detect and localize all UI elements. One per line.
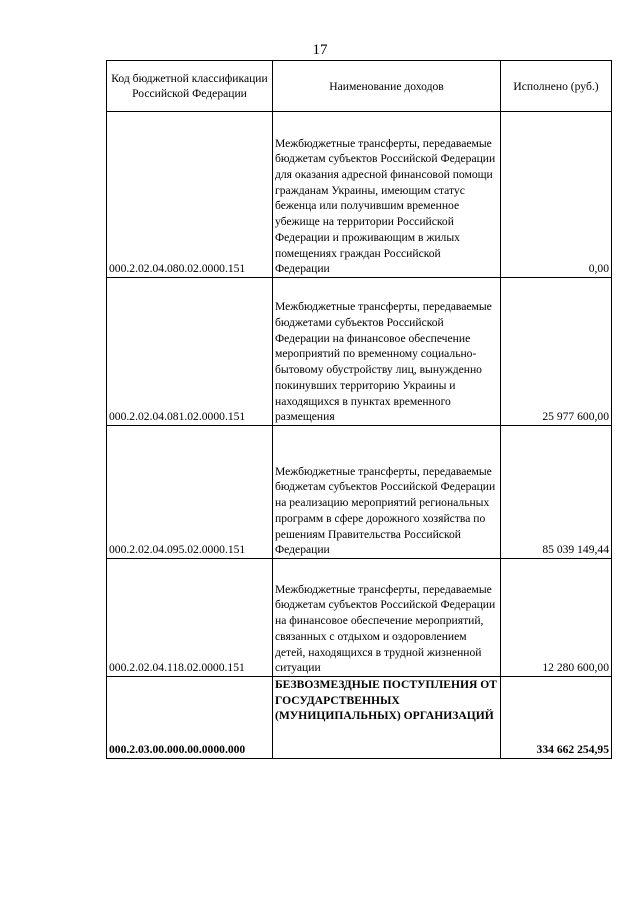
row-sum: 25 977 600,00 [501, 278, 612, 426]
total-sum: 334 662 254,95 [501, 677, 612, 759]
row-name: Межбюджетные трансферты, передаваемые бюджетам субъектов Российской Федерации на финансовое обеспечение мероприятий, связанных с отдыхом и оздоровлением детей, находящихся в трудной жизненной ситуации [273, 559, 501, 677]
row-code: 000.2.02.04.081.02.0000.151 [107, 278, 273, 426]
header-code: Код бюджетной классификации Российской Федерации [107, 61, 273, 112]
table-row [107, 426, 612, 559]
table-row [107, 112, 612, 278]
total-row [107, 677, 612, 759]
row-sum: 12 280 600,00 [501, 559, 612, 677]
row-name: Межбюджетные трансферты, передаваемые бюджетами субъектов Российской Федерации на финансовое обеспечение мероприятий по временному социально-бытовому обустройству лиц, вынужденно покинувших территорию Украины и находящихся в пунктах временного размещения [273, 278, 501, 426]
row-name: Межбюджетные трансферты, передаваемые бюджетам субъектов Российской Федерации для оказания адресной финансовой помощи гражданам Украины, имеющим статус беженца или получившим временное убежище на территории Российской Федерации и проживающим в жилых помещениях граждан Российской Федерации [273, 112, 501, 278]
header-name: Наименование доходов [273, 61, 501, 112]
page-number: 17 [312, 42, 328, 58]
total-code: 000.2.03.00.000.00.0000.000 [107, 677, 273, 759]
table-row [107, 278, 612, 426]
revenue-table [106, 60, 612, 759]
row-code: 000.2.02.04.095.02.0000.151 [107, 426, 273, 559]
table-row [107, 559, 612, 677]
row-sum: 0,00 [501, 112, 612, 278]
row-sum: 85 039 149,44 [501, 426, 612, 559]
total-name: БЕЗВОЗМЕЗДНЫЕ ПОСТУПЛЕНИЯ ОТ ГОСУДАРСТВЕННЫХ (МУНИЦИПАЛЬНЫХ) ОРГАНИЗАЦИЙ [273, 677, 501, 759]
header-sum: Исполнено (руб.) [501, 61, 612, 112]
table-header-row [107, 61, 612, 112]
row-name: Межбюджетные трансферты, передаваемые бюджетам субъектов Российской Федерации на реализацию мероприятий региональных программ в сфере дорожного хозяйства по решениям Правительства Российской Федерации [273, 426, 501, 559]
row-code: 000.2.02.04.080.02.0000.151 [107, 112, 273, 278]
row-code: 000.2.02.04.118.02.0000.151 [107, 559, 273, 677]
